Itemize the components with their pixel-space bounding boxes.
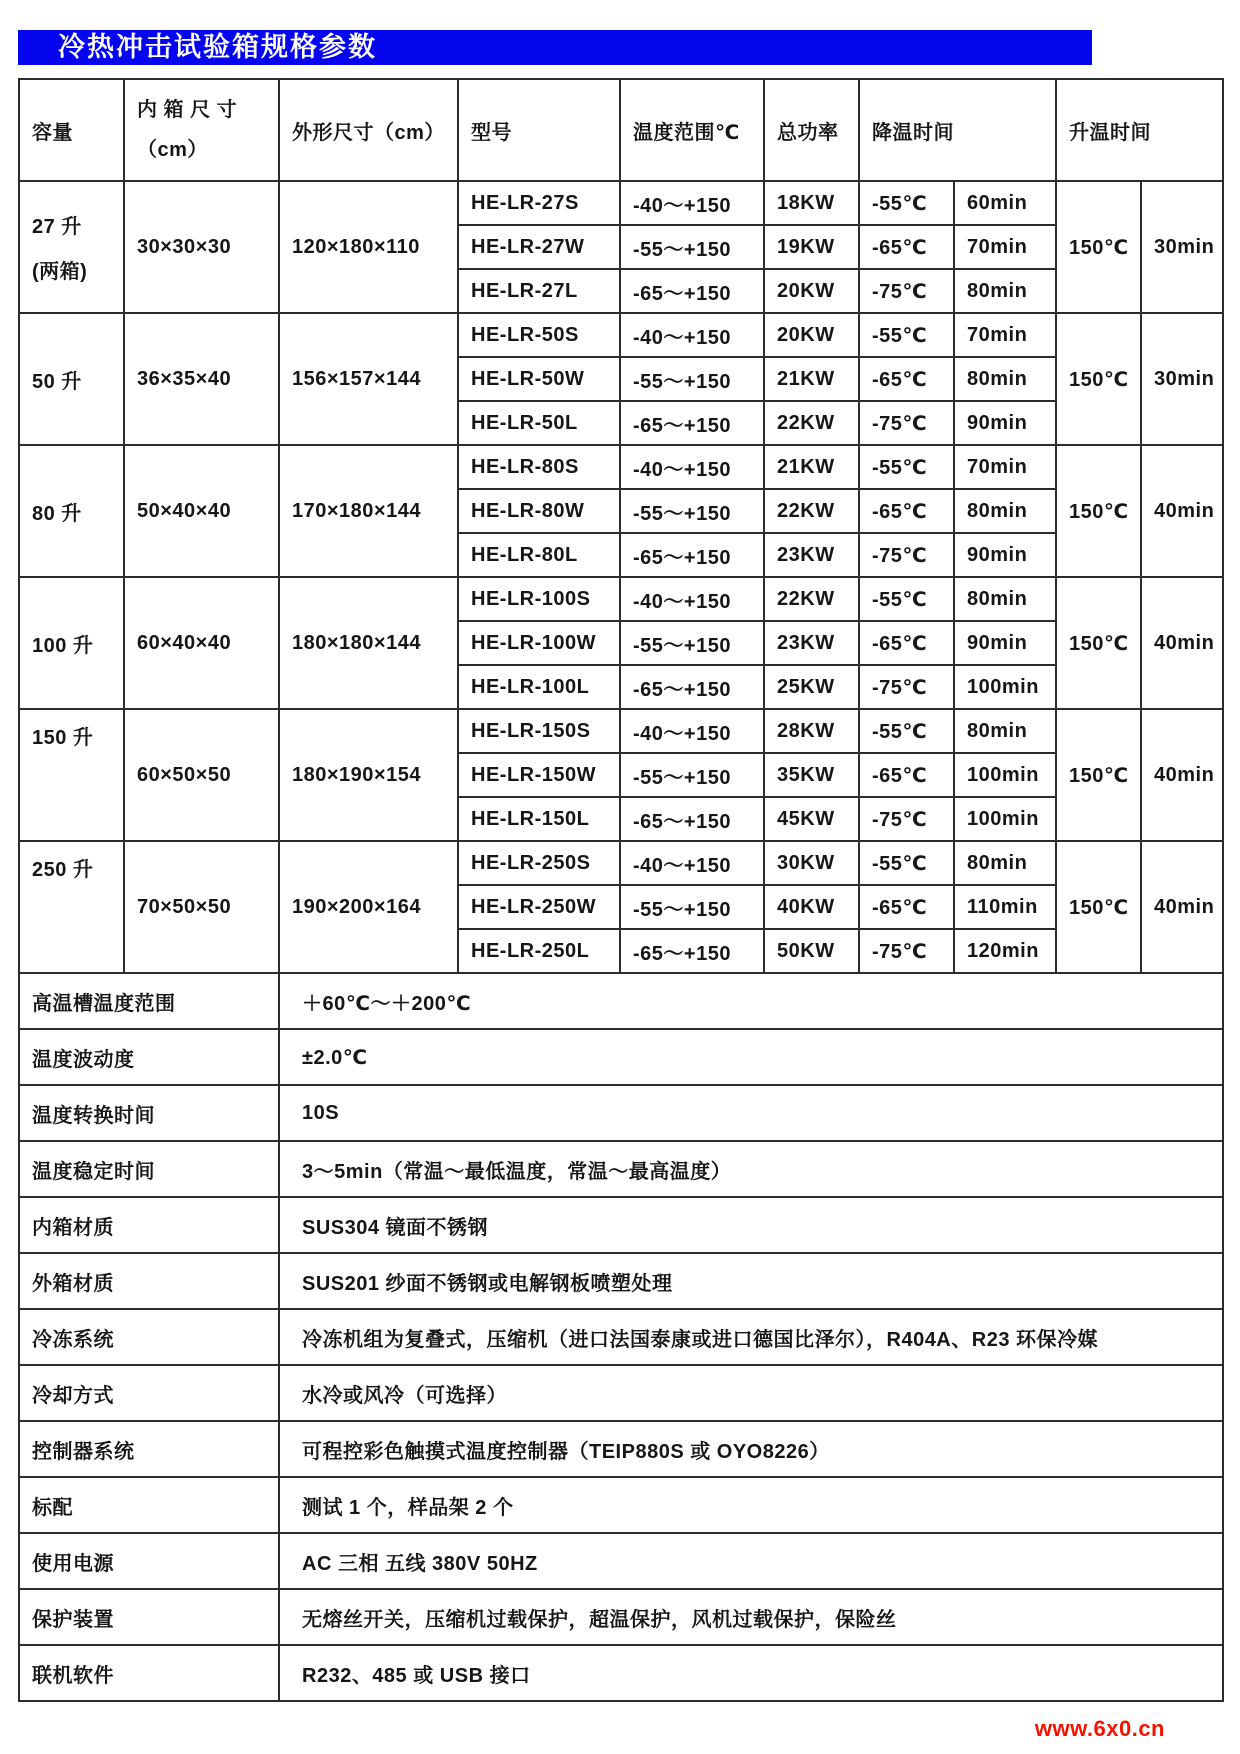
cool-temp-cell: -65℃: [859, 225, 954, 269]
power-cell: 45KW: [764, 797, 859, 841]
model-row: [19, 709, 1223, 753]
spec-value-cell: 冷冻机组为复叠式，压缩机（进口法国泰康或进口德国比泽尔），R404A、R23 环保冷媒: [279, 1309, 1223, 1365]
spec-row: [19, 1365, 1223, 1421]
cool-time-cell: 100min: [954, 753, 1056, 797]
heat-temp-cell: 150℃: [1056, 313, 1141, 445]
cool-temp-cell: -65℃: [859, 489, 954, 533]
header-heating-time: 升温时间: [1056, 79, 1223, 181]
spec-row: [19, 1477, 1223, 1533]
spec-label-cell: 温度转换时间: [19, 1085, 279, 1141]
spec-label-cell: 高温槽温度范围: [19, 973, 279, 1029]
power-cell: 30KW: [764, 841, 859, 885]
capacity-cell: 80 升: [19, 445, 124, 577]
spec-value-cell: 水冷或风冷（可选择）: [279, 1365, 1223, 1421]
cool-time-cell: 60min: [954, 181, 1056, 225]
capacity-cell: 100 升: [19, 577, 124, 709]
temp-range-cell: -65～+150: [620, 533, 764, 577]
model-cell: HE-LR-100S: [458, 577, 620, 621]
model-cell: HE-LR-80W: [458, 489, 620, 533]
heat-time-cell: 30min: [1141, 181, 1223, 313]
spec-label-cell: 内箱材质: [19, 1197, 279, 1253]
outer-size-cell: 156×157×144: [279, 313, 458, 445]
model-cell: HE-LR-100L: [458, 665, 620, 709]
heat-temp-cell: 150℃: [1056, 445, 1141, 577]
header-outer-size: 外形尺寸（cm）: [279, 79, 458, 181]
spec-row: [19, 1309, 1223, 1365]
heat-time-cell: 40min: [1141, 841, 1223, 973]
model-cell: HE-LR-250W: [458, 885, 620, 929]
cool-temp-cell: -55℃: [859, 577, 954, 621]
spec-row: [19, 1197, 1223, 1253]
model-cell: HE-LR-50W: [458, 357, 620, 401]
power-cell: 35KW: [764, 753, 859, 797]
cool-time-cell: 80min: [954, 269, 1056, 313]
inner-size-cell: 30×30×30: [124, 181, 279, 313]
header-cooling-time: 降温时间: [859, 79, 1056, 181]
outer-size-cell: 180×180×144: [279, 577, 458, 709]
cool-temp-cell: -75℃: [859, 797, 954, 841]
cool-time-cell: 80min: [954, 841, 1056, 885]
spec-label-cell: 保护装置: [19, 1589, 279, 1645]
general-specs-body: [19, 973, 1223, 1701]
temp-range-cell: -40～+150: [620, 181, 764, 225]
table-header-row: [19, 79, 1223, 181]
model-cell: HE-LR-80L: [458, 533, 620, 577]
watermark: www.6x0.cn: [1034, 1716, 1165, 1741]
spec-value-cell: 可程控彩色触摸式温度控制器（TEIP880S 或 OYO8226）: [279, 1421, 1223, 1477]
model-groups-body: [19, 181, 1223, 973]
model-cell: HE-LR-80S: [458, 445, 620, 489]
spec-value-cell: ±2.0℃: [279, 1029, 1223, 1085]
model-cell: HE-LR-150L: [458, 797, 620, 841]
model-cell: HE-LR-150S: [458, 709, 620, 753]
spec-label-cell: 温度稳定时间: [19, 1141, 279, 1197]
cool-time-cell: 80min: [954, 357, 1056, 401]
power-cell: 28KW: [764, 709, 859, 753]
spec-table: [18, 78, 1224, 1702]
cool-temp-cell: -75℃: [859, 929, 954, 973]
header-inner-size-line2: （cm）: [137, 139, 208, 161]
spec-value-cell: 10S: [279, 1085, 1223, 1141]
power-cell: 18KW: [764, 181, 859, 225]
spec-row: [19, 1253, 1223, 1309]
spec-label-cell: 使用电源: [19, 1533, 279, 1589]
temp-range-cell: -55～+150: [620, 621, 764, 665]
spec-row: [19, 1421, 1223, 1477]
temp-range-cell: -40～+150: [620, 445, 764, 489]
cool-time-cell: 80min: [954, 577, 1056, 621]
power-cell: 23KW: [764, 533, 859, 577]
spec-value-cell: SUS201 纱面不锈钢或电解钢板喷塑处理: [279, 1253, 1223, 1309]
cool-temp-cell: -65℃: [859, 621, 954, 665]
capacity-cell: 250 升: [19, 841, 124, 973]
spec-label-cell: 温度波动度: [19, 1029, 279, 1085]
power-cell: 20KW: [764, 313, 859, 357]
spec-row: [19, 1533, 1223, 1589]
temp-range-cell: -55～+150: [620, 225, 764, 269]
page-title-bar: [18, 30, 1092, 65]
outer-size-cell: 120×180×110: [279, 181, 458, 313]
cool-temp-cell: -75℃: [859, 665, 954, 709]
spec-row: [19, 1645, 1223, 1701]
model-row: [19, 445, 1223, 489]
power-cell: 19KW: [764, 225, 859, 269]
spec-label-cell: 冷却方式: [19, 1365, 279, 1421]
inner-size-cell: 70×50×50: [124, 841, 279, 973]
cool-temp-cell: -55℃: [859, 841, 954, 885]
temp-range-cell: -40～+150: [620, 709, 764, 753]
spec-row: [19, 1589, 1223, 1645]
capacity-cell: [19, 181, 124, 313]
heat-time-cell: 30min: [1141, 313, 1223, 445]
spec-value-cell: 无熔丝开关，压缩机过载保护，超温保护，风机过载保护，保险丝: [279, 1589, 1223, 1645]
model-cell: HE-LR-27S: [458, 181, 620, 225]
model-row: [19, 577, 1223, 621]
header-inner-size-line1: 内 箱 尺 寸: [137, 99, 238, 121]
power-cell: 22KW: [764, 577, 859, 621]
cool-temp-cell: -65℃: [859, 753, 954, 797]
spec-value-cell: R232、485 或 USB 接口: [279, 1645, 1223, 1701]
temp-range-cell: -65～+150: [620, 665, 764, 709]
spec-label-cell: 联机软件: [19, 1645, 279, 1701]
heat-temp-cell: 150℃: [1056, 709, 1141, 841]
cool-time-cell: 70min: [954, 225, 1056, 269]
capacity-label: 27 升: [32, 216, 82, 238]
cool-time-cell: 70min: [954, 313, 1056, 357]
temp-range-cell: -55～+150: [620, 753, 764, 797]
power-cell: 40KW: [764, 885, 859, 929]
heat-time-cell: 40min: [1141, 709, 1223, 841]
cool-temp-cell: -65℃: [859, 885, 954, 929]
inner-size-cell: 50×40×40: [124, 445, 279, 577]
spec-row: [19, 1141, 1223, 1197]
heat-time-cell: 40min: [1141, 577, 1223, 709]
inner-size-cell: 36×35×40: [124, 313, 279, 445]
capacity-cell: 150 升: [19, 709, 124, 841]
model-cell: HE-LR-250L: [458, 929, 620, 973]
heat-temp-cell: 150℃: [1056, 181, 1141, 313]
header-capacity: 容量: [19, 79, 124, 181]
model-cell: HE-LR-250S: [458, 841, 620, 885]
spec-label-cell: 标配: [19, 1477, 279, 1533]
cool-time-cell: 90min: [954, 401, 1056, 445]
spec-label-cell: 控制器系统: [19, 1421, 279, 1477]
temp-range-cell: -40～+150: [620, 313, 764, 357]
temp-range-cell: -65～+150: [620, 797, 764, 841]
spec-value-cell: AC 三相 五线 380V 50HZ: [279, 1533, 1223, 1589]
spec-value-cell: 测试 1 个，样品架 2 个: [279, 1477, 1223, 1533]
temp-range-cell: -55～+150: [620, 489, 764, 533]
spec-label-cell: 冷冻系统: [19, 1309, 279, 1365]
spec-row: [19, 1085, 1223, 1141]
capacity-note: (两箱): [32, 261, 88, 283]
heat-temp-cell: 150℃: [1056, 841, 1141, 973]
cool-time-cell: 70min: [954, 445, 1056, 489]
header-model: 型号: [458, 79, 620, 181]
power-cell: 22KW: [764, 489, 859, 533]
power-cell: 21KW: [764, 445, 859, 489]
temp-range-cell: -65～+150: [620, 401, 764, 445]
model-row: [19, 841, 1223, 885]
power-cell: 21KW: [764, 357, 859, 401]
power-cell: 23KW: [764, 621, 859, 665]
outer-size-cell: 170×180×144: [279, 445, 458, 577]
cool-time-cell: 100min: [954, 797, 1056, 841]
temp-range-cell: -55～+150: [620, 357, 764, 401]
cool-temp-cell: -65℃: [859, 357, 954, 401]
cool-temp-cell: -55℃: [859, 709, 954, 753]
model-row: [19, 313, 1223, 357]
spec-row: [19, 973, 1223, 1029]
spec-value-cell: ＋60℃～＋200℃: [279, 973, 1223, 1029]
cool-time-cell: 120min: [954, 929, 1056, 973]
cool-time-cell: 100min: [954, 665, 1056, 709]
power-cell: 20KW: [764, 269, 859, 313]
cool-time-cell: 110min: [954, 885, 1056, 929]
model-cell: HE-LR-50L: [458, 401, 620, 445]
header-temp-range: 温度范围℃: [620, 79, 764, 181]
inner-size-cell: 60×50×50: [124, 709, 279, 841]
temp-range-cell: -40～+150: [620, 577, 764, 621]
model-row: [19, 181, 1223, 225]
power-cell: 22KW: [764, 401, 859, 445]
cool-temp-cell: -75℃: [859, 401, 954, 445]
capacity-cell: 50 升: [19, 313, 124, 445]
header-power: 总功率: [764, 79, 859, 181]
cool-time-cell: 80min: [954, 489, 1056, 533]
outer-size-cell: 190×200×164: [279, 841, 458, 973]
cool-temp-cell: -75℃: [859, 269, 954, 313]
model-cell: HE-LR-100W: [458, 621, 620, 665]
model-cell: HE-LR-27L: [458, 269, 620, 313]
power-cell: 50KW: [764, 929, 859, 973]
page-title: 冷热冲击试验箱规格参数: [58, 32, 377, 62]
power-cell: 25KW: [764, 665, 859, 709]
temp-range-cell: -55～+150: [620, 885, 764, 929]
spec-value-cell: SUS304 镜面不锈钢: [279, 1197, 1223, 1253]
spec-value-cell: 3～5min（常温～最低温度，常温～最高温度）: [279, 1141, 1223, 1197]
spec-row: [19, 1029, 1223, 1085]
cool-temp-cell: -55℃: [859, 313, 954, 357]
model-cell: HE-LR-27W: [458, 225, 620, 269]
inner-size-cell: 60×40×40: [124, 577, 279, 709]
outer-size-cell: 180×190×154: [279, 709, 458, 841]
heat-time-cell: 40min: [1141, 445, 1223, 577]
cool-temp-cell: -55℃: [859, 445, 954, 489]
temp-range-cell: -65～+150: [620, 269, 764, 313]
spec-label-cell: 外箱材质: [19, 1253, 279, 1309]
cool-temp-cell: -75℃: [859, 533, 954, 577]
temp-range-cell: -65～+150: [620, 929, 764, 973]
heat-temp-cell: 150℃: [1056, 577, 1141, 709]
header-inner-size: [124, 79, 279, 181]
cool-time-cell: 80min: [954, 709, 1056, 753]
cool-time-cell: 90min: [954, 533, 1056, 577]
cool-temp-cell: -55℃: [859, 181, 954, 225]
temp-range-cell: -40～+150: [620, 841, 764, 885]
model-cell: HE-LR-50S: [458, 313, 620, 357]
model-cell: HE-LR-150W: [458, 753, 620, 797]
cool-time-cell: 90min: [954, 621, 1056, 665]
